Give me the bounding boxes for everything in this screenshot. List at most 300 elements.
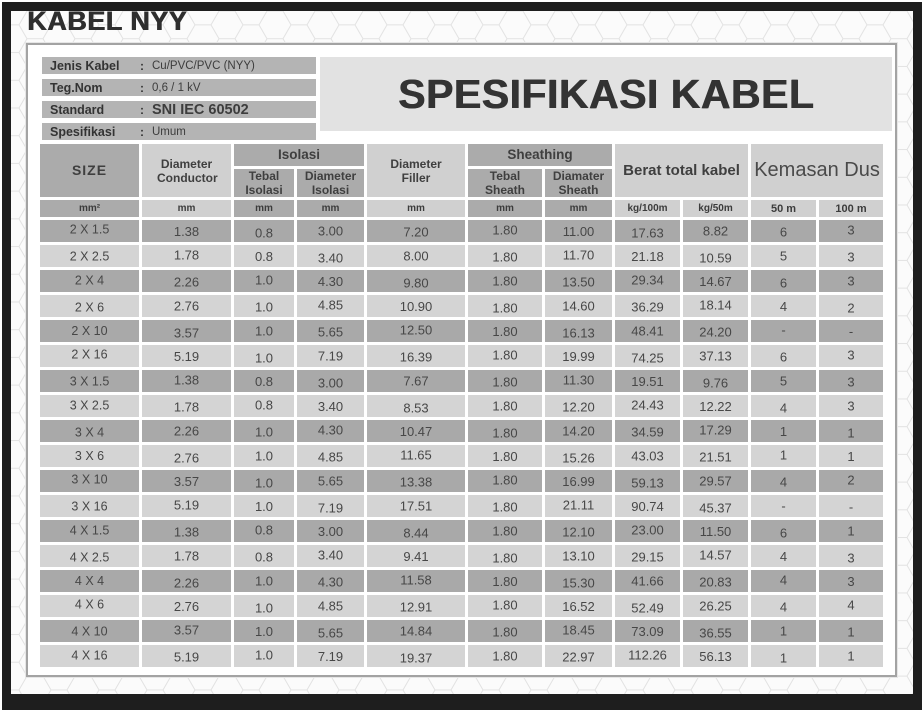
value-cell: [142, 520, 231, 542]
cell-text: 5.65: [317, 625, 344, 641]
cell-text: 2.76: [173, 598, 200, 614]
header-tebal-sheath: Tebal Sheath: [468, 169, 542, 197]
cell-text: 19.99: [562, 348, 595, 364]
value-cell: [683, 595, 748, 617]
cell-text: 7.67: [403, 373, 429, 389]
value-cell: [468, 445, 542, 467]
cell-text: 14.84: [399, 623, 433, 639]
cell-text: 5: [779, 373, 788, 389]
value-cell: [819, 520, 883, 542]
cell-text: 17.51: [399, 498, 433, 514]
value-cell: [545, 520, 612, 542]
value-cell: [142, 645, 231, 667]
value-cell: [468, 570, 542, 592]
header-diameter-filler: Diameter Filler: [367, 144, 465, 197]
value-cell: [142, 370, 231, 392]
value-cell: [751, 295, 816, 317]
size-cell: [40, 345, 139, 367]
info-colon: :: [140, 80, 144, 95]
value-cell: [683, 570, 748, 592]
value-cell: [819, 320, 883, 342]
value-cell: [819, 595, 883, 617]
cell-text: 9.41: [403, 548, 429, 564]
cell-text: 1.80: [492, 448, 518, 464]
cell-text: 3: [847, 249, 855, 265]
header-isolasi-group: Isolasi: [234, 144, 364, 166]
cell-text: 21.18: [631, 248, 664, 264]
value-cell: [683, 370, 748, 392]
cell-text: 1.0: [254, 424, 274, 440]
value-cell: [751, 270, 816, 292]
unit-cell: mm: [234, 200, 294, 217]
cell-text: 4 X 1.5: [69, 523, 110, 538]
cell-text: 3.57: [173, 622, 200, 638]
value-cell: [545, 370, 612, 392]
info-label: Teg.Nom: [50, 80, 103, 95]
cell-text: 2 X 10: [71, 324, 108, 339]
value-cell: [751, 420, 816, 442]
size-cell: [40, 245, 139, 267]
cell-text: 24.20: [699, 324, 732, 340]
value-cell: [683, 345, 748, 367]
value-cell: [545, 645, 612, 667]
cell-text: 22.97: [562, 649, 595, 665]
cell-text: 10.47: [399, 423, 433, 439]
cell-text: 1.80: [492, 523, 518, 539]
table-row: [40, 420, 883, 442]
value-cell: [297, 620, 364, 642]
cell-text: 1.80: [492, 398, 518, 414]
cell-text: 12.50: [399, 322, 433, 338]
cell-text: 4: [779, 474, 788, 490]
cell-text: 8.00: [403, 248, 429, 264]
info-row-spesifikasi: [42, 123, 316, 140]
value-cell: [142, 395, 231, 417]
header-diameter-isolasi: Diameter Isolasi: [297, 169, 364, 197]
cell-text: 1.0: [254, 475, 274, 491]
size-cell: [40, 270, 139, 292]
size-cell: [40, 545, 139, 567]
value-cell: [545, 445, 612, 467]
value-cell: [819, 270, 883, 292]
value-cell: [683, 270, 748, 292]
value-cell: [615, 570, 680, 592]
cell-text: 4 X 2.5: [69, 550, 110, 565]
size-cell: [40, 295, 139, 317]
value-cell: [615, 220, 680, 242]
value-cell: [615, 345, 680, 367]
cell-text: 3 X 10: [71, 472, 108, 487]
cell-text: 36.29: [631, 299, 664, 315]
cell-text: 4: [779, 400, 788, 416]
cell-text: 1.0: [254, 573, 274, 589]
cell-text: 4: [779, 298, 788, 314]
value-cell: [545, 570, 612, 592]
cell-text: 2 X 2.5: [69, 249, 110, 264]
cell-text: 1.80: [492, 249, 518, 265]
cell-text: 3 X 2.5: [69, 398, 110, 413]
value-cell: [367, 570, 465, 592]
value-cell: [142, 270, 231, 292]
page-title: KABEL NYY: [27, 6, 188, 36]
value-cell: [367, 370, 465, 392]
value-cell: [234, 470, 294, 492]
cell-text: 1.0: [254, 272, 274, 288]
cell-text: 12.20: [562, 399, 595, 415]
value-cell: [683, 470, 748, 492]
value-cell: [819, 220, 883, 242]
cell-text: 1.0: [254, 323, 274, 339]
cell-text: 12.91: [399, 599, 433, 615]
cell-text: 8.53: [403, 400, 429, 416]
value-cell: [297, 295, 364, 317]
cell-text: 3.40: [317, 547, 344, 563]
cell-text: 14.57: [699, 547, 732, 563]
value-cell: [751, 370, 816, 392]
value-cell: [468, 420, 542, 442]
table-row: [40, 520, 883, 542]
spec-table: [37, 141, 886, 670]
value-cell: [545, 545, 612, 567]
value-cell: [545, 420, 612, 442]
value-cell: [367, 445, 465, 467]
info-colon: :: [140, 124, 144, 139]
value-cell: [142, 245, 231, 267]
value-cell: [234, 370, 294, 392]
header-diamater-sheath: Diamater Sheath: [545, 169, 612, 197]
value-cell: [819, 295, 883, 317]
cell-text: -: [781, 498, 786, 514]
cell-text: 3: [847, 550, 855, 566]
value-cell: [367, 520, 465, 542]
value-cell: [545, 470, 612, 492]
value-cell: [751, 570, 816, 592]
size-cell: [40, 470, 139, 492]
cell-text: 3 X 1.5: [69, 374, 110, 389]
value-cell: [297, 245, 364, 267]
value-cell: [234, 570, 294, 592]
spec-banner-title: SPESIFIKASI KABEL: [397, 70, 815, 117]
value-cell: [751, 345, 816, 367]
cell-text: -: [781, 322, 786, 338]
cell-text: 4: [847, 597, 855, 613]
cell-text: 1.80: [492, 273, 518, 289]
value-cell: [751, 320, 816, 342]
value-cell: [615, 645, 680, 667]
value-cell: [615, 370, 680, 392]
value-cell: [683, 420, 748, 442]
value-cell: [297, 220, 364, 242]
cell-text: 13.50: [562, 274, 595, 290]
value-cell: [367, 545, 465, 567]
cell-text: 1.38: [173, 524, 200, 540]
value-cell: [142, 570, 231, 592]
size-cell: [40, 645, 139, 667]
value-cell: [234, 220, 294, 242]
cell-text: 1: [847, 624, 855, 640]
cell-text: 4: [779, 572, 788, 588]
value-cell: [367, 320, 465, 342]
value-cell: [819, 620, 883, 642]
value-cell: [545, 620, 612, 642]
table-row: [40, 495, 883, 517]
cell-text: 1.0: [254, 600, 274, 616]
header-kemasan-dus: Kemasan Dus: [751, 144, 883, 197]
cell-text: 5.65: [317, 324, 344, 340]
cell-text: 4: [779, 599, 788, 615]
unit-cell: kg/50m: [683, 200, 748, 217]
cell-text: 4 X 10: [71, 624, 108, 639]
value-cell: [545, 595, 612, 617]
value-cell: [819, 495, 883, 517]
value-cell: [545, 345, 612, 367]
value-cell: [297, 270, 364, 292]
value-cell: [615, 545, 680, 567]
cell-text: 1.78: [173, 399, 200, 415]
value-cell: [683, 245, 748, 267]
value-cell: [545, 495, 612, 517]
cell-text: 29.15: [631, 549, 664, 565]
info-row-jenis-kabel: [42, 57, 316, 74]
table-row: [40, 320, 883, 342]
value-cell: [819, 345, 883, 367]
cell-text: 6: [779, 349, 788, 365]
value-cell: [545, 245, 612, 267]
cell-text: 11.50: [699, 523, 732, 539]
cell-text: -: [848, 323, 854, 339]
cell-text: 7.19: [317, 648, 344, 664]
cell-text: 15.30: [562, 575, 595, 591]
cell-text: 3: [847, 398, 855, 414]
size-cell: [40, 370, 139, 392]
value-cell: [819, 245, 883, 267]
cell-text: 3.57: [173, 325, 200, 341]
value-cell: [468, 595, 542, 617]
size-cell: [40, 595, 139, 617]
cell-text: 2 X 16: [71, 347, 108, 362]
cell-text: 15.26: [562, 450, 595, 466]
cell-text: 13.38: [399, 474, 433, 490]
cell-text: 1: [779, 623, 788, 639]
value-cell: [615, 270, 680, 292]
cell-text: 6: [779, 224, 788, 240]
value-cell: [468, 245, 542, 267]
value-cell: [142, 595, 231, 617]
value-cell: [234, 495, 294, 517]
value-cell: [297, 345, 364, 367]
size-cell: [40, 520, 139, 542]
cell-text: 5.65: [317, 473, 344, 489]
cell-text: 2.26: [173, 274, 200, 290]
cell-text: 20.83: [699, 574, 732, 590]
value-cell: [367, 345, 465, 367]
unit-cell: mm: [142, 200, 231, 217]
cell-text: 3.00: [317, 375, 344, 391]
table-row: [40, 345, 883, 367]
cell-text: 16.13: [562, 325, 595, 341]
cell-text: 0.8: [254, 225, 274, 241]
value-cell: [234, 345, 294, 367]
cell-text: 1.80: [492, 347, 518, 363]
cell-text: 2: [847, 472, 855, 488]
unit-cell: mm²: [40, 200, 139, 217]
value-cell: [367, 245, 465, 267]
table-row: [40, 370, 883, 392]
cell-text: 3 X 16: [71, 499, 108, 514]
value-cell: [683, 520, 748, 542]
value-cell: [367, 620, 465, 642]
cell-text: 18.45: [562, 622, 595, 638]
value-cell: [468, 320, 542, 342]
value-cell: [751, 445, 816, 467]
table-row: [40, 620, 883, 642]
value-cell: [468, 395, 542, 417]
cell-text: 4 X 16: [71, 648, 108, 663]
value-cell: [751, 245, 816, 267]
cell-text: 7.19: [317, 348, 344, 364]
units-row: [40, 200, 883, 217]
value-cell: [683, 620, 748, 642]
value-cell: [683, 495, 748, 517]
size-cell: [40, 320, 139, 342]
value-cell: [297, 495, 364, 517]
cell-text: 1.0: [254, 623, 274, 639]
value-cell: [234, 395, 294, 417]
info-value: Cu/PVC/PVC (NYY): [152, 59, 255, 72]
value-cell: [751, 545, 816, 567]
cell-text: 48.41: [631, 323, 664, 339]
cell-text: 7.19: [317, 500, 344, 516]
value-cell: [297, 520, 364, 542]
cell-text: 1.0: [254, 498, 274, 514]
unit-cell: mm: [545, 200, 612, 217]
cell-text: 4.85: [317, 449, 344, 465]
cell-text: 90.74: [631, 498, 664, 514]
cell-text: 4.30: [317, 422, 344, 438]
cell-text: 24.43: [631, 397, 664, 413]
cell-text: 19.37: [399, 650, 433, 666]
cell-text: 1.80: [492, 597, 518, 613]
table-row: [40, 445, 883, 467]
cell-text: 11.30: [562, 372, 595, 388]
cell-text: 34.59: [631, 424, 664, 440]
cell-text: 59.13: [631, 475, 664, 491]
header-size: SIZE: [40, 144, 139, 197]
cell-text: 0.8: [254, 397, 274, 413]
cell-text: 1.78: [173, 548, 200, 564]
cell-text: 8.44: [403, 525, 429, 541]
value-cell: [468, 345, 542, 367]
cell-text: 0.8: [254, 373, 274, 389]
cell-text: 10.59: [699, 250, 732, 266]
cell-text: 5.19: [173, 649, 200, 665]
info-label: Standard: [50, 102, 105, 117]
value-cell: [468, 295, 542, 317]
cell-text: 26.25: [699, 598, 732, 614]
value-cell: [297, 570, 364, 592]
value-cell: [751, 595, 816, 617]
cell-text: 1: [779, 650, 788, 666]
size-cell: [40, 445, 139, 467]
size-cell: [40, 420, 139, 442]
value-cell: [142, 420, 231, 442]
cell-text: 73.09: [631, 623, 664, 639]
cell-text: 52.49: [631, 600, 664, 616]
value-cell: [367, 495, 465, 517]
value-cell: [819, 420, 883, 442]
cell-text: 1.80: [492, 323, 518, 339]
cell-text: 2.26: [173, 423, 200, 439]
cell-text: 4: [779, 548, 788, 564]
info-value: Umum: [152, 125, 186, 138]
value-cell: [142, 620, 231, 642]
cell-text: 11.58: [400, 572, 432, 588]
cell-text: 1.80: [492, 425, 518, 441]
cell-text: 6: [779, 525, 788, 541]
value-cell: [819, 470, 883, 492]
cell-text: 1.80: [492, 550, 518, 566]
value-cell: [234, 545, 294, 567]
value-cell: [297, 545, 364, 567]
value-cell: [142, 445, 231, 467]
value-cell: [545, 295, 612, 317]
table-row: [40, 270, 883, 292]
value-cell: [615, 495, 680, 517]
value-cell: [819, 445, 883, 467]
table-row: [40, 295, 883, 317]
value-cell: [297, 420, 364, 442]
cell-text: 1.0: [254, 448, 274, 464]
info-label: Jenis Kabel: [50, 58, 120, 73]
header-diameter-conductor: Diameter Conductor: [142, 144, 231, 197]
value-cell: [142, 470, 231, 492]
value-cell: [234, 645, 294, 667]
value-cell: [751, 470, 816, 492]
cell-text: 3.00: [317, 523, 344, 539]
cell-text: 1: [847, 425, 855, 441]
value-cell: [615, 320, 680, 342]
info-colon: :: [140, 102, 144, 117]
value-cell: [142, 220, 231, 242]
header-sheathing-group: Sheathing: [468, 144, 612, 166]
cell-text: 1.80: [492, 472, 518, 488]
value-cell: [615, 420, 680, 442]
value-cell: [297, 645, 364, 667]
cell-text: 1.0: [254, 647, 274, 663]
cell-text: 3: [847, 374, 855, 390]
cell-text: 4 X 6: [74, 597, 105, 612]
cell-text: 11.70: [562, 247, 595, 263]
cell-text: 3.00: [317, 223, 344, 239]
value-cell: [615, 470, 680, 492]
cell-text: 29.57: [699, 473, 732, 489]
value-cell: [297, 445, 364, 467]
value-cell: [297, 370, 364, 392]
size-cell: [40, 220, 139, 242]
value-cell: [142, 545, 231, 567]
cell-text: 1: [779, 447, 788, 463]
table-row: [40, 470, 883, 492]
table-row: [40, 395, 883, 417]
value-cell: [468, 545, 542, 567]
cell-text: 74.25: [631, 350, 664, 366]
cell-text: 1.80: [492, 499, 518, 515]
value-cell: [234, 270, 294, 292]
value-cell: [297, 320, 364, 342]
value-cell: [234, 245, 294, 267]
value-cell: [234, 445, 294, 467]
size-cell: [40, 395, 139, 417]
